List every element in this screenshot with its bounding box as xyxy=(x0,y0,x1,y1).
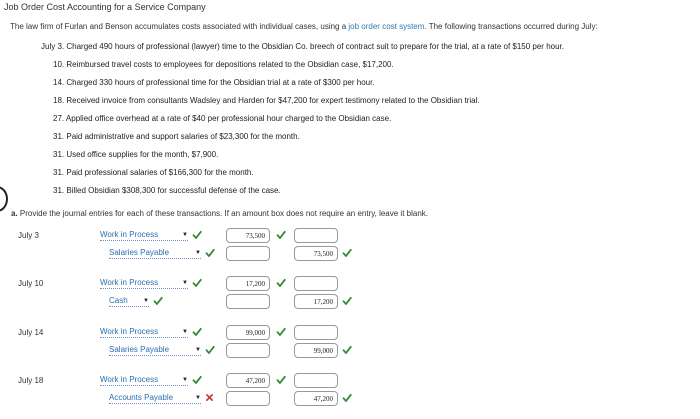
account-select[interactable] xyxy=(109,296,149,307)
credit-amount-input[interactable]: 47,200 xyxy=(294,391,338,406)
transaction-text: Received invoice from consultants Wadsley and Harden for $47,200 for expert testimony related to the Obsidian trial. xyxy=(66,96,480,105)
bracket-mark xyxy=(0,186,8,212)
entry-date: July 18 xyxy=(18,376,44,385)
problem-intro xyxy=(10,22,598,31)
transaction-day: 18. xyxy=(53,96,65,105)
transaction-item xyxy=(41,42,564,51)
credit-amount-input[interactable] xyxy=(294,228,338,243)
check-icon xyxy=(276,278,286,288)
account-select[interactable] xyxy=(109,248,201,259)
account-select-value: Cash xyxy=(109,296,128,305)
check-icon xyxy=(192,327,202,337)
account-select-value: Salaries Payable xyxy=(109,345,170,354)
page-title: Job Order Cost Accounting for a Service Company xyxy=(4,2,206,12)
entry-date: July 10 xyxy=(18,279,44,288)
transaction-text: Charged 490 hours of professional (lawyer) time to the Obsidian Co. breech of contract suit to prepare for the trial, at a rate of $150 per hour. xyxy=(66,42,564,51)
credit-amount-input[interactable]: 17,200 xyxy=(294,294,338,309)
check-icon xyxy=(342,296,352,306)
transaction-item xyxy=(53,168,254,177)
account-select[interactable] xyxy=(100,327,188,338)
check-icon xyxy=(192,230,202,240)
transaction-item xyxy=(53,186,281,195)
check-icon xyxy=(342,345,352,355)
transaction-text: Paid professional salaries of $166,300 for the month. xyxy=(66,168,254,177)
transaction-item xyxy=(53,114,391,123)
transaction-day: 27. xyxy=(53,114,65,123)
debit-amount-input[interactable]: 99,000 xyxy=(226,325,270,340)
debit-amount-input[interactable]: 17,200 xyxy=(226,276,270,291)
transaction-day: 10. xyxy=(53,60,65,69)
debit-amount-input[interactable] xyxy=(226,294,270,309)
transaction-day: 31. xyxy=(53,132,65,141)
check-icon xyxy=(153,296,163,306)
caret-down-icon: ▼ xyxy=(195,250,201,256)
debit-amount-input[interactable]: 47,200 xyxy=(226,373,270,388)
part-a-label: a. xyxy=(11,209,18,218)
check-icon xyxy=(342,248,352,258)
account-select[interactable] xyxy=(100,230,188,241)
debit-amount-input[interactable] xyxy=(226,391,270,406)
account-select-value: Work in Process xyxy=(100,327,159,336)
debit-amount-input[interactable] xyxy=(226,246,270,261)
credit-amount-input[interactable] xyxy=(294,276,338,291)
check-icon xyxy=(205,248,215,258)
caret-down-icon: ▼ xyxy=(143,298,149,304)
transaction-item xyxy=(53,78,375,87)
part-a-text: Provide the journal entries for each of these transactions. If an amount box does not require an entry, leave it blank. xyxy=(19,209,428,218)
check-icon xyxy=(205,345,215,355)
entry-date: July 14 xyxy=(18,328,44,337)
account-select-value: Salaries Payable xyxy=(109,248,170,257)
transaction-month: July xyxy=(41,42,56,51)
transaction-item xyxy=(53,150,218,159)
intro-text-end: . The following transactions occurred during July: xyxy=(424,22,598,31)
transaction-day: 14. xyxy=(53,78,65,87)
transaction-text: Reimbursed travel costs to employees for depositions related to the Obsidian case, $17,200. xyxy=(66,60,394,69)
credit-amount-input[interactable] xyxy=(294,373,338,388)
transaction-item xyxy=(53,96,480,105)
x-icon xyxy=(205,393,214,402)
account-select-value: Work in Process xyxy=(100,375,159,384)
caret-down-icon: ▼ xyxy=(182,280,188,286)
intro-text: The law firm of Furlan and Benson accumulates costs associated with individual cases, using a xyxy=(10,22,349,31)
caret-down-icon: ▼ xyxy=(195,347,201,353)
credit-amount-input[interactable] xyxy=(294,325,338,340)
transaction-day: 31. xyxy=(53,186,65,195)
caret-down-icon: ▼ xyxy=(182,232,188,238)
account-select[interactable] xyxy=(109,345,201,356)
transaction-text: Billed Obsidian $308,300 for successful defense of the case. xyxy=(66,186,281,195)
caret-down-icon: ▼ xyxy=(182,329,188,335)
account-select[interactable] xyxy=(100,375,188,386)
account-select-value: Work in Process xyxy=(100,230,159,239)
entry-date: July 3 xyxy=(18,231,39,240)
check-icon xyxy=(276,230,286,240)
transaction-item xyxy=(53,132,300,141)
check-icon xyxy=(276,375,286,385)
caret-down-icon: ▼ xyxy=(182,377,188,383)
caret-down-icon: ▼ xyxy=(195,395,201,401)
transaction-text: Paid administrative and support salaries of $23,300 for the month. xyxy=(66,132,300,141)
check-icon xyxy=(192,375,202,385)
transaction-day: 3. xyxy=(57,42,65,51)
transaction-text: Charged 330 hours of professional time for the Obsidian trial at a rate of $300 per hour. xyxy=(66,78,375,87)
account-select[interactable] xyxy=(100,278,188,289)
transaction-text: Applied office overhead at a rate of $40 per professional hour charged to the Obsidian case. xyxy=(65,114,392,123)
account-select[interactable] xyxy=(109,393,201,404)
debit-amount-input[interactable]: 73,500 xyxy=(226,228,270,243)
job-order-cost-system-link[interactable]: job order cost system xyxy=(348,22,425,31)
check-icon xyxy=(192,278,202,288)
credit-amount-input[interactable]: 99,000 xyxy=(294,343,338,358)
credit-amount-input[interactable]: 73,500 xyxy=(294,246,338,261)
debit-amount-input[interactable] xyxy=(226,343,270,358)
transaction-day: 31. xyxy=(53,168,65,177)
transaction-day: 31. xyxy=(53,150,65,159)
check-icon xyxy=(342,393,352,403)
account-select-value: Work in Process xyxy=(100,278,159,287)
transaction-text: Used office supplies for the month, $7,900. xyxy=(66,150,219,159)
check-icon xyxy=(276,327,286,337)
account-select-value: Accounts Payable xyxy=(109,393,174,402)
part-a-instructions xyxy=(11,209,428,218)
transaction-item xyxy=(53,60,394,69)
